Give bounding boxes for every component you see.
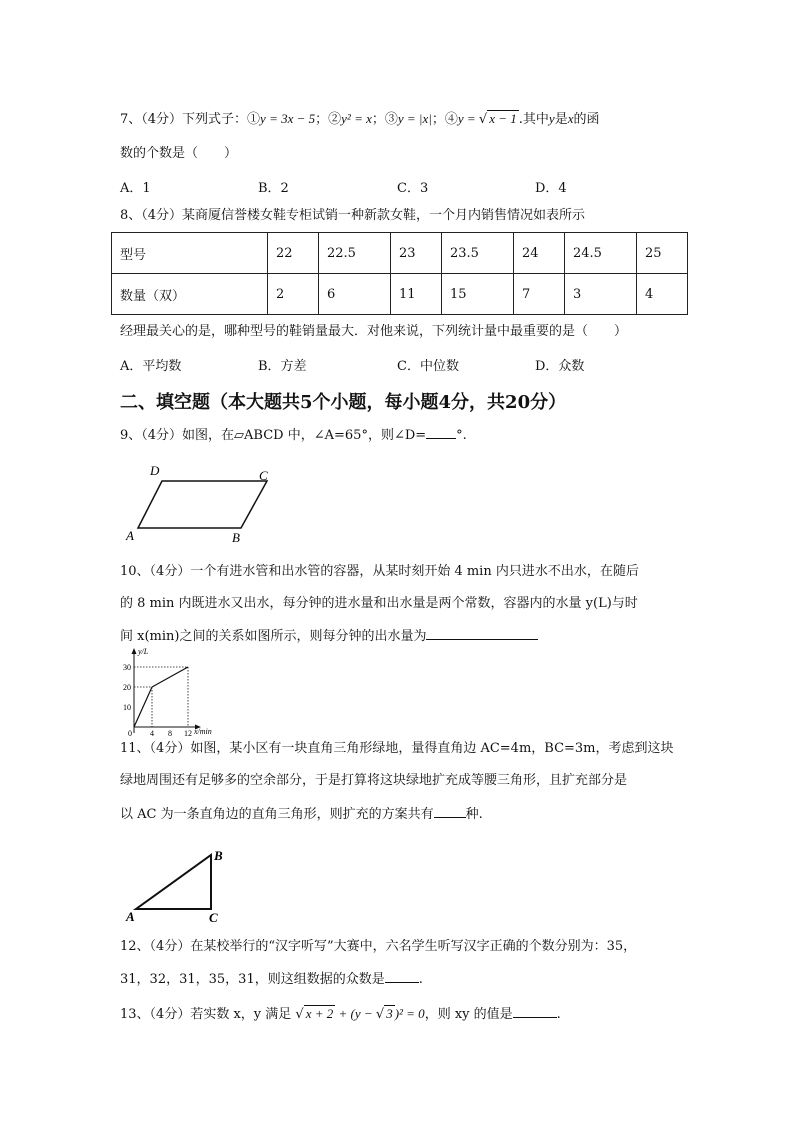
table-cell: 3 bbox=[565, 274, 637, 315]
q7-sep-2: ；③ bbox=[371, 112, 398, 127]
q11-line3 bbox=[120, 805, 483, 824]
table-cell: 25 bbox=[637, 233, 688, 274]
q7-var-x: x bbox=[567, 111, 574, 126]
q8-after: 经理最关心的是，哪种型号的鞋销量最大．对他来说，下列统计量中最重要的是（ ） bbox=[120, 324, 628, 339]
q10-line1: 10、（4分）一个有进水管和出水管的容器，从某时刻开始 4 min 内只进水不出水，在随后 bbox=[120, 564, 639, 579]
y-tick-label: 10 bbox=[123, 703, 131, 712]
q7-suffix: .其中 bbox=[518, 112, 549, 127]
table-header-cell: 型号 bbox=[112, 233, 268, 274]
sqrt-icon: √ bbox=[478, 112, 488, 127]
data-segment bbox=[134, 687, 152, 727]
section-title: 二、填空题（本大题共5个小题，每小题4分，共20分） bbox=[120, 392, 567, 413]
answer-blank[interactable] bbox=[434, 805, 466, 818]
q13-expr-a: x + 2 bbox=[305, 1006, 334, 1021]
q9-text-a: 9、（4分）如图，在▱ABCD 中，∠A=65°，则∠D= bbox=[120, 428, 427, 443]
q7-sep-3: ；④ bbox=[431, 112, 458, 127]
q12-line1: 12、（4分）在某校举行的“汉字听写”大赛中，六名学生听写汉字正确的个数分别为：35， bbox=[120, 939, 637, 954]
y-tick-label: 20 bbox=[123, 683, 131, 692]
q7-line2: 数的个数是（ ） bbox=[120, 146, 238, 161]
q7-formula-2: y² = x bbox=[341, 111, 372, 126]
q7-mid: 是 bbox=[554, 112, 568, 127]
y-axis-label: y/L bbox=[138, 647, 149, 656]
parallelogram-figure bbox=[120, 460, 280, 545]
q7-formula-1: y = 3x − 5 bbox=[260, 111, 316, 126]
q7-option-a: A．1 bbox=[120, 181, 151, 196]
table-cell: 11 bbox=[391, 274, 442, 315]
x-tick-label: 4 bbox=[150, 729, 154, 737]
label-a: A bbox=[126, 909, 135, 924]
table-row bbox=[112, 233, 688, 274]
q7-end: 的函 bbox=[573, 112, 600, 127]
sqrt-icon: √ bbox=[375, 1007, 385, 1022]
table-cell: 22 bbox=[268, 233, 319, 274]
data-segment bbox=[152, 667, 188, 687]
q13-expr-d: )² = 0 bbox=[394, 1006, 425, 1021]
y-tick-label: 30 bbox=[123, 663, 131, 672]
table-cell: 23 bbox=[391, 233, 442, 274]
table-cell: 4 bbox=[637, 274, 688, 315]
label-c: C bbox=[209, 910, 218, 925]
parallelogram-shape bbox=[138, 481, 267, 528]
table-header-cell: 数量（双） bbox=[112, 274, 268, 315]
table-cell: 22.5 bbox=[319, 233, 391, 274]
q13-expr-b: + (y − bbox=[335, 1006, 376, 1021]
q7-line1 bbox=[120, 110, 600, 129]
table-cell: 24 bbox=[514, 233, 565, 274]
q12-line2-end: . bbox=[418, 972, 423, 987]
triangle-shape bbox=[136, 855, 211, 909]
sales-table bbox=[111, 232, 688, 315]
graph-dynamic bbox=[123, 663, 192, 737]
answer-blank[interactable] bbox=[426, 426, 456, 439]
x-tick-label: 8 bbox=[168, 729, 172, 737]
q8-stem: 8、（4分）某商厦信誉楼女鞋专柜试销一种新款女鞋，一个月内销售情况如表所示 bbox=[120, 208, 586, 223]
q8-option-c: C．中位数 bbox=[397, 359, 459, 374]
table-cell: 24.5 bbox=[565, 233, 637, 274]
q9-text bbox=[120, 426, 467, 445]
table-cell: 6 bbox=[319, 274, 391, 315]
table-cell: 7 bbox=[514, 274, 565, 315]
q8-option-b: B．方差 bbox=[258, 359, 307, 374]
q13-line bbox=[120, 1005, 561, 1024]
q11-line3-end: 种. bbox=[465, 807, 483, 822]
q7-prefix: 7、（4分）下列式子：① bbox=[120, 112, 261, 127]
label-b: B bbox=[232, 530, 240, 545]
y-axis-arrow-icon bbox=[132, 648, 137, 654]
x-axis-label: x/min bbox=[194, 727, 212, 736]
water-graph bbox=[112, 645, 224, 737]
table-cell: 2 bbox=[268, 274, 319, 315]
q8-option-d: D．众数 bbox=[535, 359, 585, 374]
answer-blank[interactable] bbox=[426, 627, 538, 640]
q10-line3-text: 间 x(min)之间的关系如图所示，则每分钟的出水量为 bbox=[120, 629, 427, 644]
q7-option-b: B．2 bbox=[258, 181, 289, 196]
right-triangle-figure bbox=[120, 845, 235, 925]
q7-option-d: D．4 bbox=[535, 181, 567, 196]
table-cell: 15 bbox=[442, 274, 514, 315]
answer-blank[interactable] bbox=[513, 1005, 557, 1018]
q7-option-c: C．3 bbox=[397, 181, 429, 196]
q10-line2: 的 8 min 内既进水又出水，每分钟的进水量和出水量是两个常数，容器内的水量 y(L)与时 bbox=[120, 596, 638, 611]
q11-line3-text: 以 AC 为一条直角边的直角三角形，则扩充的方案共有 bbox=[120, 807, 434, 822]
q13-expr-c: 3 bbox=[386, 1006, 393, 1021]
q12-line2-text: 31，32，31，35，31，则这组数据的众数是 bbox=[120, 972, 385, 987]
x-tick-label: 12 bbox=[184, 729, 192, 737]
table-row bbox=[112, 274, 688, 315]
q11-line2: 绿地周围还有足够多的空余部分，于是打算将这块绿地扩充成等腰三角形，且扩充部分是 bbox=[120, 773, 628, 788]
q13-suffix: ，则 xy 的值是 bbox=[424, 1007, 513, 1022]
table-cell: 23.5 bbox=[442, 233, 514, 274]
q7-formula-4b: x − 1 bbox=[489, 111, 517, 126]
q13-end: . bbox=[556, 1007, 561, 1022]
q11-line1: 11、（4分）如图，某小区有一块直角三角形绿地，量得直角边 AC=4m，BC=3m，考虑到这块 bbox=[120, 741, 674, 756]
q9-text-b: °. bbox=[456, 428, 467, 443]
label-d: D bbox=[150, 463, 160, 478]
q7-sep-1: ；② bbox=[315, 112, 342, 127]
q13-prefix: 13、（4分）若实数 x，y 满足 bbox=[120, 1007, 292, 1022]
q7-formula-3: y = |x| bbox=[397, 111, 432, 126]
q12-line2 bbox=[120, 970, 423, 989]
q10-line3 bbox=[120, 627, 538, 646]
label-b: B bbox=[214, 848, 223, 863]
answer-blank[interactable] bbox=[385, 970, 419, 983]
x-tick-label: 0 bbox=[128, 729, 132, 737]
q7-var-y: y bbox=[548, 111, 555, 126]
q7-formula-4a: y = bbox=[457, 111, 479, 126]
label-a: A bbox=[126, 528, 134, 543]
label-c: C bbox=[259, 468, 268, 483]
sqrt-icon: √ bbox=[291, 1007, 304, 1022]
q8-option-a: A．平均数 bbox=[120, 359, 182, 374]
